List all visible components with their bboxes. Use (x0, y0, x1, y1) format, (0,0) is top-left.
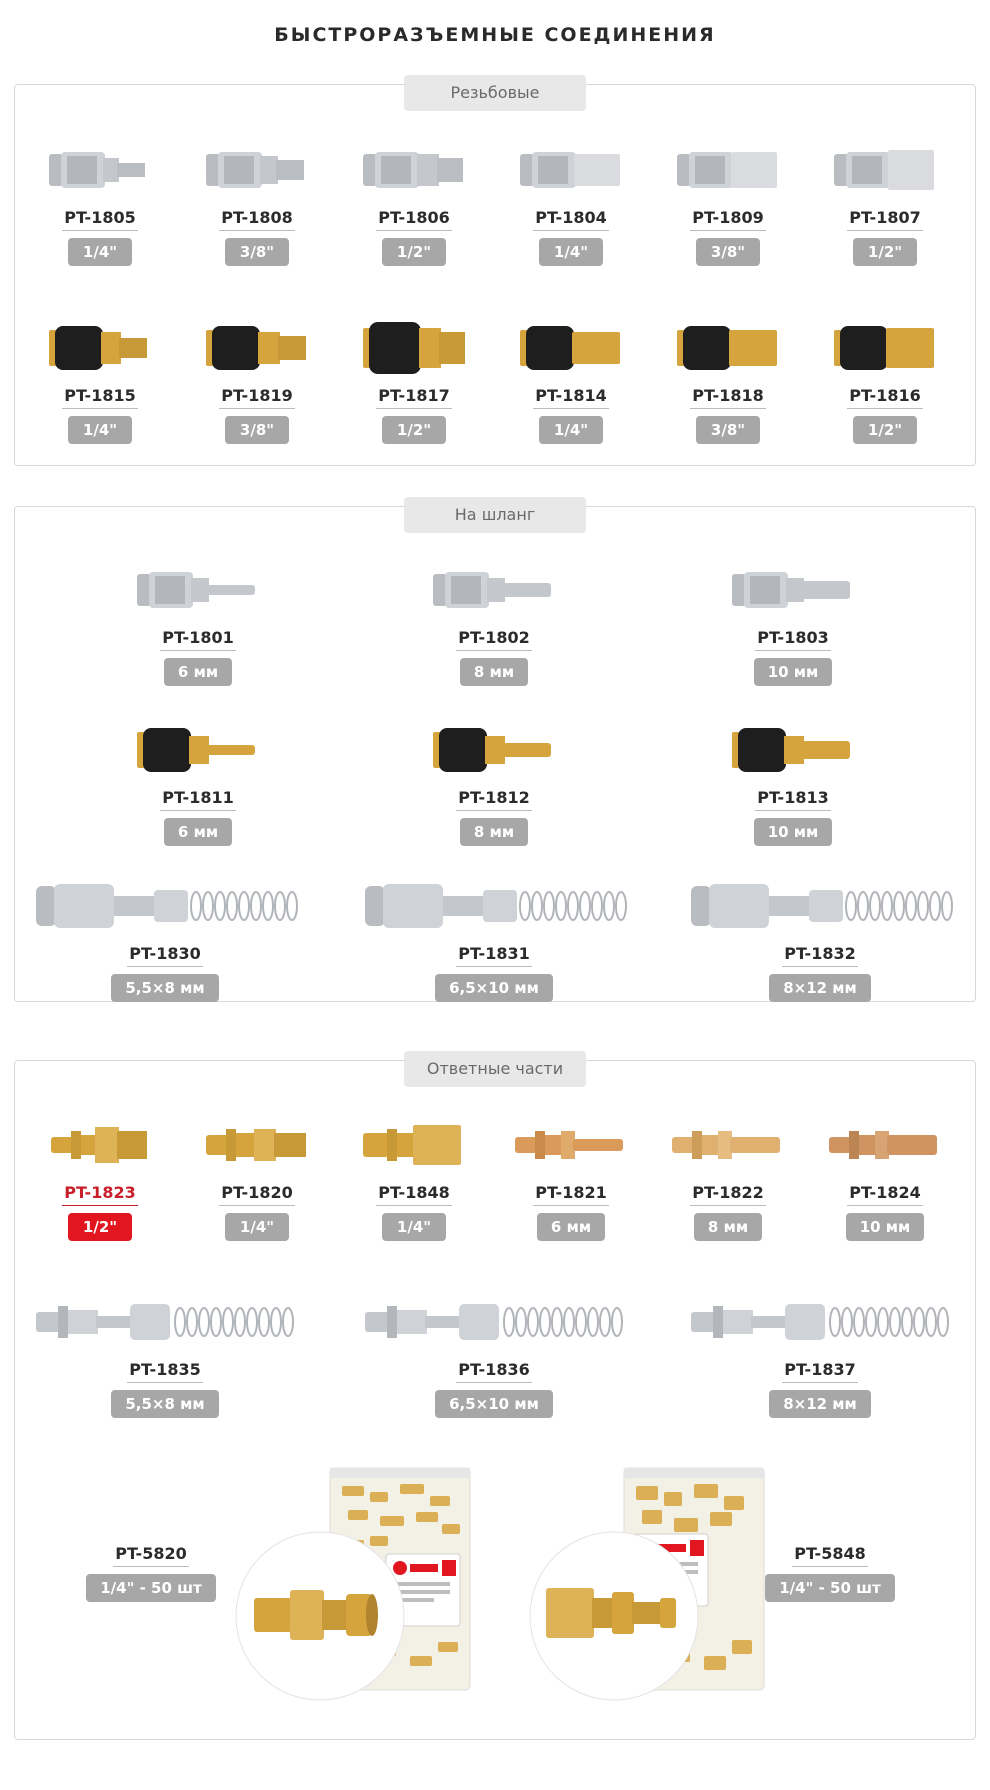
coupler-chrome-barb-image (419, 560, 569, 620)
product-card[interactable] (334, 876, 654, 1002)
size-badge[interactable]: 1/4" (539, 416, 603, 444)
product-card[interactable] (419, 720, 569, 846)
plug-brass-male-image (25, 1115, 175, 1175)
product-card[interactable] (123, 560, 273, 686)
product-card[interactable] (339, 140, 489, 266)
plug-brass-female-image (339, 1115, 489, 1175)
product-code[interactable]: PT-1835 (127, 1360, 202, 1383)
coupler-chrome-barb-image (718, 560, 868, 620)
coupler-black-barb-image (123, 720, 273, 780)
product-card[interactable] (718, 560, 868, 686)
size-badge[interactable]: 6,5×10 мм (435, 974, 553, 1002)
spring-plug-image (660, 1292, 980, 1352)
product-code[interactable]: PT-1817 (376, 386, 451, 409)
product-code[interactable]: PT-1824 (847, 1183, 922, 1206)
product-card[interactable] (25, 318, 175, 444)
plug-brass-male-image (182, 1115, 332, 1175)
coupler-chrome-male-image (25, 140, 175, 200)
size-badge[interactable]: 1/2" (853, 416, 917, 444)
product-code[interactable]: PT-1830 (127, 944, 202, 967)
size-badge[interactable]: 6 мм (164, 818, 232, 846)
pack-card[interactable] (750, 1536, 910, 1602)
product-code[interactable]: PT-1822 (690, 1183, 765, 1206)
product-card[interactable] (123, 720, 273, 846)
size-badge[interactable]: 1/4" (68, 416, 132, 444)
product-card[interactable] (653, 1115, 803, 1241)
size-badge[interactable]: 1/2" (382, 416, 446, 444)
product-card[interactable] (182, 318, 332, 444)
product-code-active[interactable]: PT-1823 (62, 1183, 137, 1206)
product-card[interactable] (653, 318, 803, 444)
product-code[interactable]: PT-1811 (160, 788, 235, 811)
product-card[interactable] (5, 876, 325, 1002)
size-badge[interactable]: 8×12 мм (769, 974, 871, 1002)
coupler-chrome-male-image (339, 140, 489, 200)
coupler-black-male-image (182, 318, 332, 378)
plug-brass-barb-image (496, 1115, 646, 1175)
coupler-black-female-image (496, 318, 646, 378)
product-code[interactable]: PT-1809 (690, 208, 765, 231)
size-badge[interactable]: 8×12 мм (769, 1390, 871, 1418)
size-badge[interactable]: 8 мм (460, 658, 528, 686)
product-card[interactable] (25, 140, 175, 266)
product-code[interactable]: PT-1837 (782, 1360, 857, 1383)
size-badge[interactable]: 1/4" (225, 1213, 289, 1241)
spring-plug-image (334, 1292, 654, 1352)
coupler-black-barb-image (718, 720, 868, 780)
product-card[interactable] (496, 140, 646, 266)
size-badge[interactable]: 10 мм (754, 818, 833, 846)
spring-plug-image (5, 1292, 325, 1352)
coupler-chrome-female-image (653, 140, 803, 200)
size-badge[interactable]: 5,5×8 мм (111, 1390, 218, 1418)
size-badge[interactable]: 1/2" (853, 238, 917, 266)
coupler-black-barb-image (419, 720, 569, 780)
size-badge[interactable]: 3/8" (696, 238, 760, 266)
size-badge[interactable]: 1/4" (539, 238, 603, 266)
product-card[interactable] (5, 1292, 325, 1418)
product-code[interactable]: PT-1808 (219, 208, 294, 231)
product-card[interactable] (810, 318, 960, 444)
size-badge[interactable]: 10 мм (846, 1213, 925, 1241)
size-badge[interactable]: 1/4" - 50 шт (765, 1574, 895, 1602)
size-badge[interactable]: 6 мм (537, 1213, 605, 1241)
size-badge[interactable]: 8 мм (694, 1213, 762, 1241)
pack-bag-image (524, 1466, 774, 1706)
product-card[interactable] (810, 1115, 960, 1241)
product-card[interactable] (334, 1292, 654, 1418)
product-code[interactable]: PT-1821 (533, 1183, 608, 1206)
section-tab-plugs[interactable]: Ответные части (404, 1051, 586, 1087)
size-badge-active[interactable]: 1/2" (68, 1213, 132, 1241)
product-code[interactable]: PT-1815 (62, 386, 137, 409)
product-code[interactable]: PT-1807 (847, 208, 922, 231)
product-card[interactable] (718, 720, 868, 846)
product-code[interactable]: PT-1813 (755, 788, 830, 811)
pack-card[interactable] (71, 1536, 231, 1602)
product-card[interactable] (339, 318, 489, 444)
product-card[interactable] (496, 1115, 646, 1241)
product-code[interactable]: PT-1814 (533, 386, 608, 409)
product-code[interactable]: PT-1848 (376, 1183, 451, 1206)
product-card[interactable] (419, 560, 569, 686)
product-card[interactable] (496, 318, 646, 444)
coupler-chrome-female-image (496, 140, 646, 200)
product-code[interactable]: PT-1836 (456, 1360, 531, 1383)
product-code[interactable]: PT-5848 (792, 1544, 867, 1567)
size-badge[interactable]: 1/2" (382, 238, 446, 266)
coupler-black-male-image (25, 318, 175, 378)
product-code[interactable]: PT-1832 (782, 944, 857, 967)
product-card[interactable] (660, 1292, 980, 1418)
plug-brass-barb-image (653, 1115, 803, 1175)
page-title: БЫСТРОРАЗЪЕМНЫЕ СОЕДИНЕНИЯ (274, 24, 716, 46)
product-code[interactable]: PT-1801 (160, 628, 235, 651)
size-badge[interactable]: 3/8" (696, 416, 760, 444)
size-badge[interactable]: 6 мм (164, 658, 232, 686)
product-card[interactable] (810, 140, 960, 266)
size-badge[interactable]: 1/4" - 50 шт (86, 1574, 216, 1602)
spring-coupler-image (5, 876, 325, 936)
section-tab-threaded[interactable]: Резьбовые (404, 75, 586, 111)
product-card[interactable] (25, 1115, 175, 1241)
size-badge[interactable]: 8 мм (460, 818, 528, 846)
size-badge[interactable]: 5,5×8 мм (111, 974, 218, 1002)
product-code[interactable]: PT-1816 (847, 386, 922, 409)
product-code[interactable]: PT-1802 (456, 628, 531, 651)
size-badge[interactable]: 1/4" (68, 238, 132, 266)
size-badge[interactable]: 10 мм (754, 658, 833, 686)
spring-coupler-image (334, 876, 654, 936)
product-code[interactable]: PT-1805 (62, 208, 137, 231)
coupler-black-female-image (653, 318, 803, 378)
product-code[interactable]: PT-5820 (113, 1544, 188, 1567)
product-card[interactable] (653, 140, 803, 266)
product-code[interactable]: PT-1804 (533, 208, 608, 231)
size-badge[interactable]: 6,5×10 мм (435, 1390, 553, 1418)
product-card[interactable] (660, 876, 980, 1002)
product-card[interactable] (182, 140, 332, 266)
coupler-black-female-image (810, 318, 960, 378)
product-card[interactable] (339, 1115, 489, 1241)
product-code[interactable]: PT-1819 (219, 386, 294, 409)
product-code[interactable]: PT-1803 (755, 628, 830, 651)
coupler-chrome-male-image (182, 140, 332, 200)
spring-coupler-image (660, 876, 980, 936)
product-code[interactable]: PT-1818 (690, 386, 765, 409)
section-tab-hose[interactable]: На шланг (404, 497, 586, 533)
coupler-black-male-image (339, 318, 489, 378)
product-card[interactable] (182, 1115, 332, 1241)
pack-bag-image (230, 1466, 480, 1706)
product-code[interactable]: PT-1806 (376, 208, 451, 231)
plug-brass-barb-image (810, 1115, 960, 1175)
coupler-chrome-barb-image (123, 560, 273, 620)
size-badge[interactable]: 3/8" (225, 416, 289, 444)
size-badge[interactable]: 3/8" (225, 238, 289, 266)
product-code[interactable]: PT-1820 (219, 1183, 294, 1206)
coupler-chrome-female-image (810, 140, 960, 200)
size-badge[interactable]: 1/4" (382, 1213, 446, 1241)
product-code[interactable]: PT-1831 (456, 944, 531, 967)
product-code[interactable]: PT-1812 (456, 788, 531, 811)
